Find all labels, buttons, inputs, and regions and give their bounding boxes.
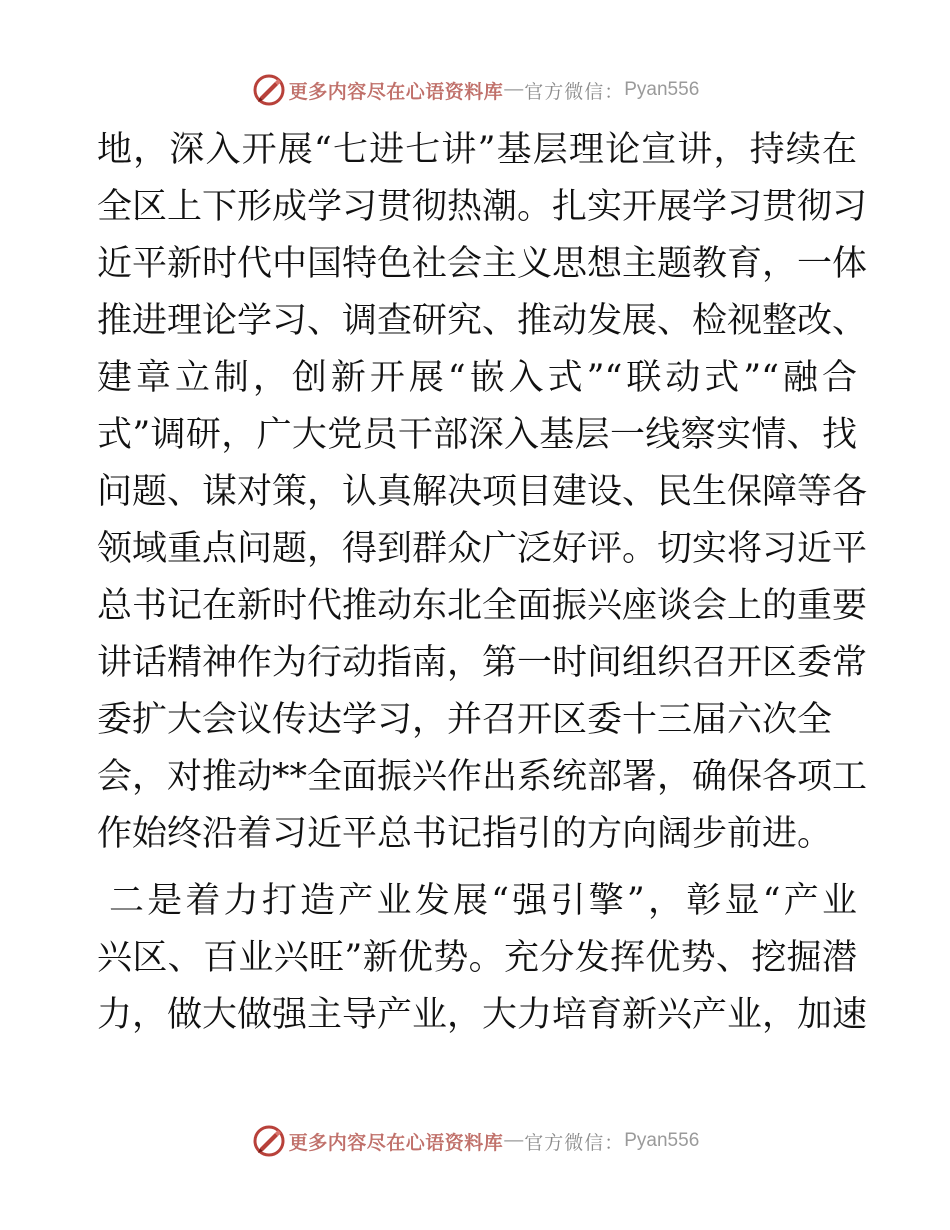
pen-logo-icon — [251, 1123, 287, 1159]
text-line: 委扩大会议传达学习，并召开区委十三届六次全 — [97, 700, 833, 740]
text-line: 会，对推动**全面振兴作出系统部署，确保各项工 — [97, 757, 868, 797]
text-line: 全区上下形成学习贯彻热潮。扎实开展学习贯彻习 — [97, 187, 868, 227]
paragraph-1 — [97, 122, 868, 863]
text-line: 建章立制，创新开展“嵌入式”“联动式”“融合 — [97, 358, 857, 398]
watermark-wechat-id: Pyan556 — [624, 1130, 700, 1151]
text-line: 领域重点问题，得到群众广泛好评。切实将习近平 — [97, 529, 868, 569]
text-line: 问题、谋对策，认真解决项目建设、民生保障等各 — [97, 472, 868, 512]
text-line: 地，深入开展“七进七讲”基层理论宣讲，持续在 — [97, 130, 857, 170]
paragraph-2 — [97, 873, 868, 1044]
text-line: 近平新时代中国特色社会主义思想主题教育，一体 — [97, 244, 868, 284]
text-line: 讲话精神作为行动指南，第一时间组织召开区委常 — [97, 643, 868, 683]
watermark-wechat-id: Pyan556 — [624, 79, 700, 100]
text-line: 作始终沿着习近平总书记指引的方向阔步前进。 — [97, 814, 833, 854]
text-line: 二是着力打造产业发展“强引擎”，彰显“产业 — [109, 881, 857, 921]
document-body — [97, 122, 868, 1044]
text-line: 式”调研，广大党员干部深入基层一线察实情、找 — [97, 415, 857, 455]
text-line: 总书记在新时代推动东北全面振兴座谈会上的重要 — [97, 586, 868, 626]
watermark-wechat-label: 官方微信： — [524, 1132, 625, 1154]
watermark-wechat-label: 官方微信： — [524, 81, 625, 103]
footer-watermark — [0, 1121, 950, 1161]
watermark-separator: — — [504, 1130, 524, 1151]
watermark-separator: — — [504, 79, 524, 100]
watermark-brand: 更多内容尽在心语资料库 — [288, 1131, 504, 1154]
text-line: 兴区、百业兴旺”新优势。充分发挥优势、挖掘潜 — [97, 938, 857, 978]
pen-logo-icon — [251, 72, 287, 108]
header-watermark — [0, 70, 950, 110]
text-line: 力，做大做强主导产业，大力培育新兴产业，加速 — [97, 995, 868, 1035]
text-line: 推进理论学习、调查研究、推动发展、检视整改、 — [97, 301, 868, 341]
watermark-brand: 更多内容尽在心语资料库 — [288, 80, 504, 103]
